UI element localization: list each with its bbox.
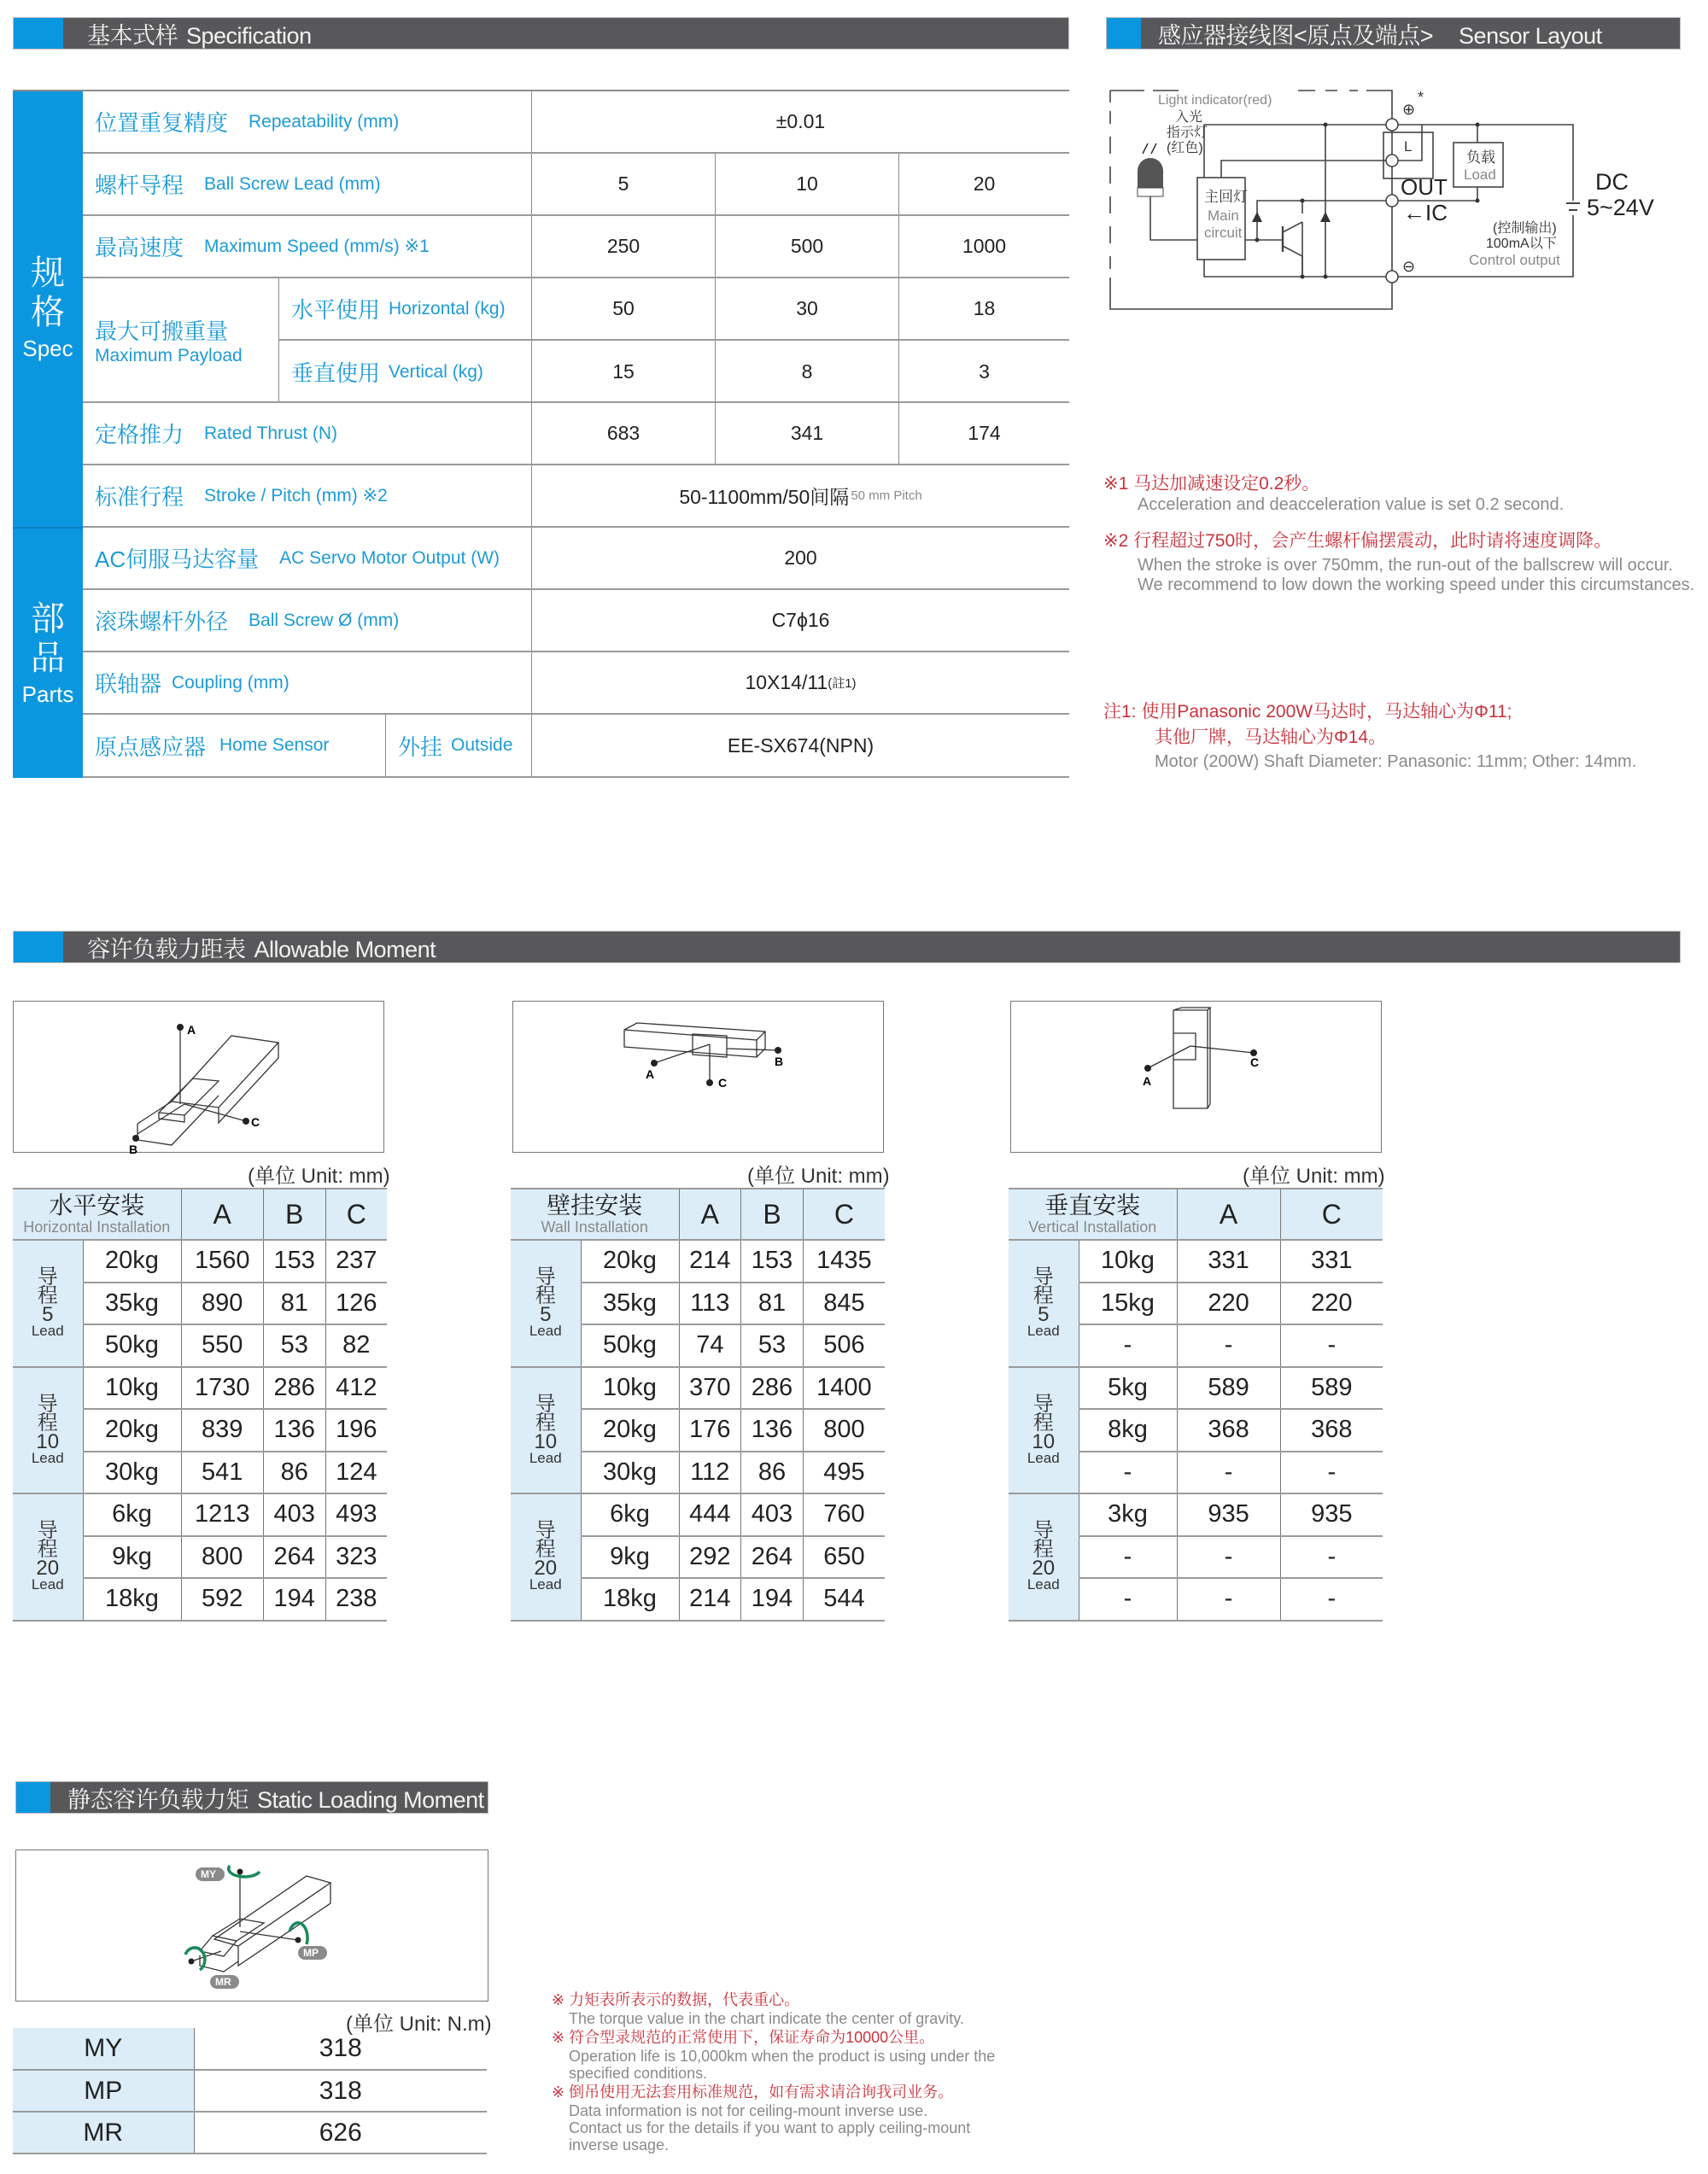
ic-label: ←IC <box>1403 200 1448 225</box>
title-en: Sensor Layout <box>1459 22 1602 49</box>
spec-section-header <box>13 17 1069 50</box>
svg-text:⊕: ⊕ <box>1402 101 1416 118</box>
moment-value-cell: 592 <box>181 1578 263 1621</box>
column-header: C <box>325 1189 387 1240</box>
spec-row-motor <box>83 528 1069 590</box>
header-accent <box>16 1782 50 1813</box>
load-weight-cell: 50kg <box>581 1324 679 1367</box>
vertical-moment-table <box>1009 1188 1383 1622</box>
static-moment-diagram <box>15 1850 488 2002</box>
moment-value-cell: 264 <box>263 1536 325 1579</box>
table-row: MR 626 <box>13 2112 487 2154</box>
moment-value-cell: 153 <box>741 1240 804 1283</box>
lead-group-label: 导 程 20 Lead <box>511 1493 581 1621</box>
note-en: specified conditions. <box>569 2065 708 2082</box>
note-cn: ※ 力矩表所表示的数据，代表重心。 <box>552 1991 800 2008</box>
note-3-en: Motor (200W) Shaft Diameter: Panasonic: 11mm; Other: 14mm. <box>1155 752 1637 771</box>
row-value: 30 <box>715 278 898 339</box>
load-weight-cell: 20kg <box>83 1240 181 1283</box>
row-label: 标准行程 Stroke / Pitch (mm) ※2 <box>95 484 388 510</box>
moment-value-cell: 220 <box>1177 1283 1280 1325</box>
terminal-minus <box>1386 271 1398 283</box>
svg-text:入光: 入光 <box>1175 110 1203 125</box>
spec-table <box>13 90 1069 778</box>
moment-value-cell: 194 <box>263 1578 325 1621</box>
moment-value-cell: 136 <box>263 1409 325 1452</box>
static-section-header <box>15 1781 488 1814</box>
row-value: ±0.01 <box>531 91 1069 152</box>
load-weight-cell: - <box>1079 1536 1177 1579</box>
rail-body <box>624 1023 765 1057</box>
row-value: 10X14/11 (註1) <box>531 652 1069 713</box>
table-row <box>511 1367 885 1410</box>
my-label: MY <box>201 1868 216 1880</box>
load-weight-cell: 10kg <box>1079 1240 1177 1283</box>
svg-text:circuit: circuit <box>1204 225 1243 241</box>
load-weight-cell: 18kg <box>581 1578 679 1621</box>
moment-value-cell: 368 <box>1177 1409 1280 1452</box>
moment-value-cell: - <box>1177 1324 1280 1367</box>
header-accent <box>14 18 63 49</box>
moment-value-cell: 412 <box>325 1367 387 1410</box>
svg-text:Control output: Control output <box>1469 252 1560 268</box>
light-rays-icon <box>1143 143 1156 154</box>
static-moment-table <box>13 2028 487 2154</box>
load-weight-cell: 15kg <box>1079 1283 1177 1325</box>
table-row <box>1009 1367 1383 1410</box>
svg-text:负载: 负载 <box>1466 149 1495 166</box>
load-weight-cell: - <box>1079 1578 1177 1621</box>
load-weight-cell: 35kg <box>83 1283 181 1325</box>
note-en: Contact us for the details if you want to apply ceiling-mount <box>569 2119 971 2136</box>
load-weight-cell: 10kg <box>581 1367 679 1410</box>
row-value: 18 <box>898 278 1069 339</box>
svg-text:B: B <box>775 1055 784 1068</box>
load-weight-cell: - <box>1079 1324 1177 1367</box>
load-weight-cell: 50kg <box>83 1324 181 1367</box>
note-1-cn: ※1 马达加减速设定0.2秒。 <box>1103 474 1320 494</box>
carriage <box>159 1078 219 1122</box>
lead-group-label: 导 程 20 Lead <box>13 1493 83 1621</box>
moment-value-cell: 493 <box>325 1493 387 1536</box>
note-1-en: Acceleration and deacceleration value is set 0.2 second. <box>1138 495 1565 514</box>
row-label: 原点感应器 Home Sensor <box>83 715 386 776</box>
svg-text:指示灯: 指示灯 <box>1167 126 1208 140</box>
moment-value-cell: - <box>1280 1452 1383 1494</box>
moment-value-cell: 331 <box>1280 1240 1383 1283</box>
moment-value-cell: 935 <box>1280 1493 1383 1536</box>
row-value: 341 <box>715 403 898 464</box>
section-title: 静态容许负载力矩 Static Loading Moment <box>67 1786 484 1813</box>
row-value: 8 <box>715 341 898 403</box>
moment-value-cell: 176 <box>679 1409 741 1452</box>
moment-value-cell: 506 <box>803 1324 885 1367</box>
column-header: B <box>741 1189 804 1240</box>
svg-text:Main: Main <box>1208 207 1239 224</box>
light-indicator-label: Light indicator(red) <box>1158 93 1272 108</box>
moment-value-cell: 113 <box>679 1283 741 1325</box>
table-row <box>511 1240 885 1283</box>
moment-value-cell: 196 <box>325 1409 387 1452</box>
row-sublabel: 外挂 Outside <box>398 733 513 760</box>
moment-value-cell: 544 <box>803 1578 885 1621</box>
spec-row-ballscrew <box>83 590 1069 652</box>
note-2-cn: ※2 行程超过750时，会产生螺杆偏摆震动，此时请将速度调降。 <box>1103 531 1612 551</box>
load-weight-cell: 5kg <box>1079 1367 1177 1410</box>
moment-value-cell: 890 <box>181 1283 263 1325</box>
moment-value-cell: 1435 <box>803 1240 885 1283</box>
group-divider <box>13 527 83 529</box>
lead-group-label: 导 程 10 Lead <box>511 1367 581 1494</box>
load-weight-cell: 35kg <box>581 1283 679 1325</box>
moment-value-cell: 237 <box>325 1240 387 1283</box>
horizontal-moment-table <box>13 1188 387 1622</box>
unit-label: (单位 Unit: mm) <box>747 1165 890 1188</box>
load-weight-cell: 20kg <box>581 1240 679 1283</box>
load-weight-cell: 9kg <box>83 1536 181 1579</box>
moment-value-cell: 81 <box>263 1283 325 1325</box>
battery-symbol <box>1566 203 1580 210</box>
moment-value-cell: 839 <box>181 1409 263 1452</box>
title-cn: 感应器接线图<原点及端点> <box>1158 22 1434 49</box>
load-weight-cell: 10kg <box>83 1367 181 1410</box>
rail-body <box>1173 1008 1210 1108</box>
mp-label: MP <box>303 1947 319 1959</box>
svg-text:(红色): (红色) <box>1167 141 1203 155</box>
row-label: 最高速度 Maximum Speed (mm/s) ※1 <box>95 235 430 260</box>
row-value: 20 <box>898 154 1069 214</box>
note-cn: ※ 符合型录规范的正常使用下，保证寿命为10000公里。 <box>552 2029 935 2046</box>
axes <box>1148 1046 1254 1068</box>
carriage <box>200 1919 264 1956</box>
group-label-spec: 规 格 Spec <box>22 254 73 361</box>
note-en: inverse usage. <box>569 2136 670 2154</box>
unit-label: (单位 Unit: N.m) <box>346 2013 492 2036</box>
column-header: B <box>263 1189 325 1240</box>
table-row <box>13 1367 387 1410</box>
row-value: 10 <box>715 154 898 214</box>
horizontal-installation-diagram <box>13 1001 384 1153</box>
lead-group-label: 导 程 5 Lead <box>1009 1240 1079 1367</box>
moment-value-cell: 370 <box>679 1367 741 1410</box>
row-value: 200 <box>531 528 1069 588</box>
column-header: A <box>679 1189 741 1240</box>
load-weight-cell: 30kg <box>581 1452 679 1494</box>
moment-value-cell: 550 <box>181 1324 263 1367</box>
moment-value-cell: 760 <box>803 1493 885 1536</box>
vertical-installation-diagram <box>1010 1001 1382 1153</box>
lead-group-label: 导 程 5 Lead <box>511 1240 581 1367</box>
table-row <box>511 1493 885 1536</box>
table-header-row <box>1009 1189 1383 1240</box>
voltage-label: 5~24V <box>1587 195 1654 220</box>
row-value: 50-1100mm/50间隔 50 mm Pitch <box>531 465 1069 526</box>
row-label: 最大可搬重量 Maximum Payload <box>83 278 279 401</box>
out-label: OUT <box>1401 174 1448 200</box>
note-2-en: When the stroke is over 750mm, the run-out of the ballscrew will occur. <box>1138 556 1673 575</box>
wire-minus <box>1204 260 1388 277</box>
transistor-legs <box>1283 222 1302 277</box>
column-header: A <box>1177 1189 1280 1240</box>
svg-text:L: L <box>1404 138 1413 155</box>
label-b: B <box>129 1143 138 1154</box>
moment-value-cell: 74 <box>679 1324 741 1367</box>
lead-group-label: 导 程 10 Lead <box>1009 1367 1079 1494</box>
svg-text:(控制输出): (控制输出) <box>1493 221 1557 236</box>
lead-group-label: 导 程 20 Lead <box>1009 1493 1079 1621</box>
moment-value-cell: 194 <box>741 1578 804 1621</box>
row-value: 1000 <box>898 216 1069 277</box>
moment-value-cell: 589 <box>1280 1367 1383 1410</box>
header-accent <box>1107 18 1141 49</box>
moment-value-cell: 53 <box>741 1324 804 1367</box>
svg-text:A: A <box>1143 1074 1152 1088</box>
row-value: 174 <box>898 403 1069 464</box>
moment-value-cell: 238 <box>325 1578 387 1621</box>
moment-value-cell: 86 <box>741 1452 804 1494</box>
moment-value-cell: 1730 <box>181 1367 263 1410</box>
row-value: C7ϕ16 <box>531 590 1069 651</box>
row-value: EE-SX674(NPN) <box>531 715 1069 776</box>
moment-value-cell: 541 <box>181 1452 263 1494</box>
row-value: 3 <box>898 341 1069 403</box>
section-title <box>1141 17 1602 50</box>
my-arrow-icon <box>229 1866 260 1877</box>
row-value: 5 <box>531 154 715 214</box>
note-en: Operation life is 10,000km when the product is using under the <box>569 2048 996 2065</box>
title-cn: 基本式样 <box>87 22 178 49</box>
load-weight-cell: 20kg <box>581 1409 679 1452</box>
svg-text:⊖: ⊖ <box>1402 258 1416 275</box>
spec-row-max-speed <box>83 216 1069 278</box>
moment-value-cell: 589 <box>1177 1367 1280 1410</box>
payload-vertical: 垂直使用 Vertical (kg) 15 8 3 <box>279 341 1069 403</box>
svg-text:C: C <box>718 1076 728 1090</box>
table-row <box>1009 1493 1383 1536</box>
note-2-en: We recommend to low down the working speed under this circumstances. <box>1138 576 1695 594</box>
moment-value-cell: 1560 <box>181 1240 263 1283</box>
wiring-diagram-svg <box>1102 85 1708 316</box>
moment-value-cell: 935 <box>1177 1493 1280 1536</box>
moment-value-cell: 292 <box>679 1536 741 1579</box>
spec-row-lead <box>83 154 1069 216</box>
wire-L <box>1221 161 1388 178</box>
moment-value-cell: - <box>1177 1452 1280 1494</box>
load-weight-cell: 18kg <box>83 1578 181 1621</box>
zener-diode-1 <box>1252 212 1262 222</box>
row-value: 250 <box>531 216 715 277</box>
svg-text:C: C <box>1250 1055 1260 1069</box>
moment-value-cell: 214 <box>679 1578 741 1621</box>
note-en: Data information is not for ceiling-mount inverse use. <box>569 2102 928 2119</box>
svg-text:主回灯: 主回灯 <box>1204 189 1248 205</box>
svg-text:A: A <box>646 1067 655 1081</box>
dc-label: DC <box>1595 169 1629 195</box>
unit-label: (单位 Unit: mm) <box>1243 1165 1385 1188</box>
terminal-plus <box>1386 119 1398 131</box>
section-title: 容许负载力距表 Allowable Moment <box>87 936 436 962</box>
wire-transistor <box>1257 201 1302 277</box>
table-row <box>13 1493 387 1536</box>
header-accent <box>14 932 63 962</box>
moment-value-cell: 650 <box>803 1536 885 1579</box>
moment-value-cell: 845 <box>803 1283 885 1325</box>
load-weight-cell: 6kg <box>581 1493 679 1536</box>
moment-value-cell: 286 <box>741 1367 804 1410</box>
table-row <box>13 1240 387 1283</box>
moment-value-cell: - <box>1280 1578 1383 1621</box>
table-header-row <box>13 1189 387 1240</box>
moment-value-cell: 81 <box>741 1283 804 1325</box>
installation-title: 水平安装 Horizontal Installation <box>13 1189 181 1240</box>
row-label: AC伺服马达容量 AC Servo Motor Output (W) <box>95 546 500 572</box>
moment-value-cell: 126 <box>325 1283 387 1325</box>
table-row: MP 318 <box>13 2070 487 2112</box>
moment-value-cell: 1400 <box>803 1367 885 1410</box>
moment-value-cell: 53 <box>263 1324 325 1367</box>
load-weight-cell: 30kg <box>83 1452 181 1494</box>
section-title <box>63 17 312 50</box>
row-value: 683 <box>531 403 715 464</box>
spec-notes <box>1103 470 1694 772</box>
row-value: 15 <box>531 341 715 403</box>
column-header: A <box>181 1189 263 1240</box>
svg-text:100mA以下: 100mA以下 <box>1486 237 1557 251</box>
moment-value-cell: 495 <box>803 1452 885 1494</box>
svg-text:Load: Load <box>1464 167 1496 183</box>
moment-notes <box>552 1990 995 2154</box>
note-cn: ※ 倒吊使用无法套用标准规范，如有需求请洽询我司业务。 <box>552 2083 954 2101</box>
moment-value-cell: 112 <box>679 1452 741 1494</box>
row-label: 定格推力 Rated Thrust (N) <box>95 422 338 447</box>
moment-value-cell: 331 <box>1177 1240 1280 1283</box>
moment-value-cell: 800 <box>803 1409 885 1452</box>
moment-value-cell: 86 <box>263 1452 325 1494</box>
label-a: A <box>187 1023 196 1037</box>
row-label: 位置重复精度 Repeatability (mm) <box>95 110 400 136</box>
moment-value-cell: 444 <box>679 1493 741 1536</box>
title-en: Specification <box>186 22 312 49</box>
moment-value-cell: 153 <box>263 1240 325 1283</box>
installation-title: 壁挂安装 Wall Installation <box>511 1189 679 1240</box>
spec-row-coupling <box>83 652 1069 715</box>
wall-installation-diagram <box>512 1001 884 1153</box>
allowable-section-header <box>13 931 1681 963</box>
note-3-cn: 注1: 使用Panasonic 200W马达时，马达轴心为Φ11; <box>1103 702 1512 722</box>
row-label: 螺杆导程 Ball Screw Lead (mm) <box>95 172 381 198</box>
moment-value-cell: - <box>1280 1536 1383 1579</box>
moment-value-cell: 124 <box>325 1452 387 1494</box>
moment-value-cell: 136 <box>741 1409 804 1452</box>
note-en: The torque value in the chart indicate the center of gravity. <box>569 2010 964 2027</box>
column-header: C <box>803 1189 885 1240</box>
installation-title: 垂直安装 Vertical Installation <box>1009 1189 1177 1240</box>
moment-value-cell: - <box>1280 1324 1383 1367</box>
mr-label: MR <box>215 1976 231 1988</box>
table-header-row <box>511 1189 885 1240</box>
moment-value-cell: 403 <box>263 1493 325 1536</box>
moment-value-cell: 800 <box>181 1536 263 1579</box>
spec-row-repeatability <box>83 91 1069 154</box>
moment-value-cell: 323 <box>325 1536 387 1579</box>
payload-horizontal: 水平使用 Horizontal (kg) 50 30 18 <box>279 278 1069 341</box>
moment-value-cell: 82 <box>325 1324 387 1367</box>
spec-row-thrust <box>83 403 1069 465</box>
led-indicator-icon <box>1138 158 1163 188</box>
spec-row-stroke <box>83 465 1069 528</box>
svg-text:*: * <box>1418 89 1424 106</box>
moment-value-cell: 1213 <box>181 1493 263 1536</box>
moment-value-cell: 368 <box>1280 1409 1383 1452</box>
moment-value-cell: - <box>1177 1578 1280 1621</box>
moment-value-cell: 264 <box>741 1536 804 1579</box>
zener-diode-2 <box>1320 212 1331 222</box>
load-weight-cell: 3kg <box>1079 1493 1177 1536</box>
spec-row-payload <box>83 278 1069 403</box>
table-row: MY 318 <box>13 2028 487 2070</box>
load-weight-cell: - <box>1079 1452 1177 1494</box>
unit-label: (单位 Unit: mm) <box>248 1165 390 1188</box>
table-row <box>1009 1240 1383 1283</box>
wall-moment-table <box>511 1188 885 1622</box>
moment-value-cell: 403 <box>741 1493 804 1536</box>
lead-group-label: 导 程 10 Lead <box>13 1367 83 1494</box>
moment-value-cell: 286 <box>263 1367 325 1410</box>
terminal-out <box>1386 195 1398 207</box>
lead-group-label: 导 程 5 Lead <box>13 1240 83 1367</box>
wire-plus <box>1204 125 1388 178</box>
moment-value-cell: 220 <box>1280 1283 1383 1325</box>
moment-value-cell: 214 <box>679 1240 741 1283</box>
load-weight-cell: 8kg <box>1079 1409 1177 1452</box>
load-weight-cell: 20kg <box>83 1409 181 1452</box>
moment-value-cell: - <box>1177 1536 1280 1579</box>
sensor-wiring-diagram <box>1102 85 1708 316</box>
column-header: C <box>1280 1189 1383 1240</box>
spec-row-home-sensor <box>83 715 1069 778</box>
mr-arrow-icon <box>185 1948 205 1970</box>
row-label: 滚珠螺杆外径 Ball Screw Ø (mm) <box>95 609 400 634</box>
label-c: C <box>251 1115 260 1129</box>
group-label-parts: 部 品 Parts <box>21 600 74 707</box>
load-weight-cell: 6kg <box>83 1493 181 1536</box>
row-value: 500 <box>715 216 898 277</box>
note-3-cn: 其他厂牌，马达轴心为Φ14。 <box>1155 728 1387 747</box>
load-weight-cell: 9kg <box>581 1536 679 1579</box>
terminal-L <box>1386 155 1398 167</box>
row-value: 50 <box>531 278 715 339</box>
row-label: 联轴器 Coupling (mm) <box>95 671 290 697</box>
sensor-section-header <box>1106 17 1681 50</box>
